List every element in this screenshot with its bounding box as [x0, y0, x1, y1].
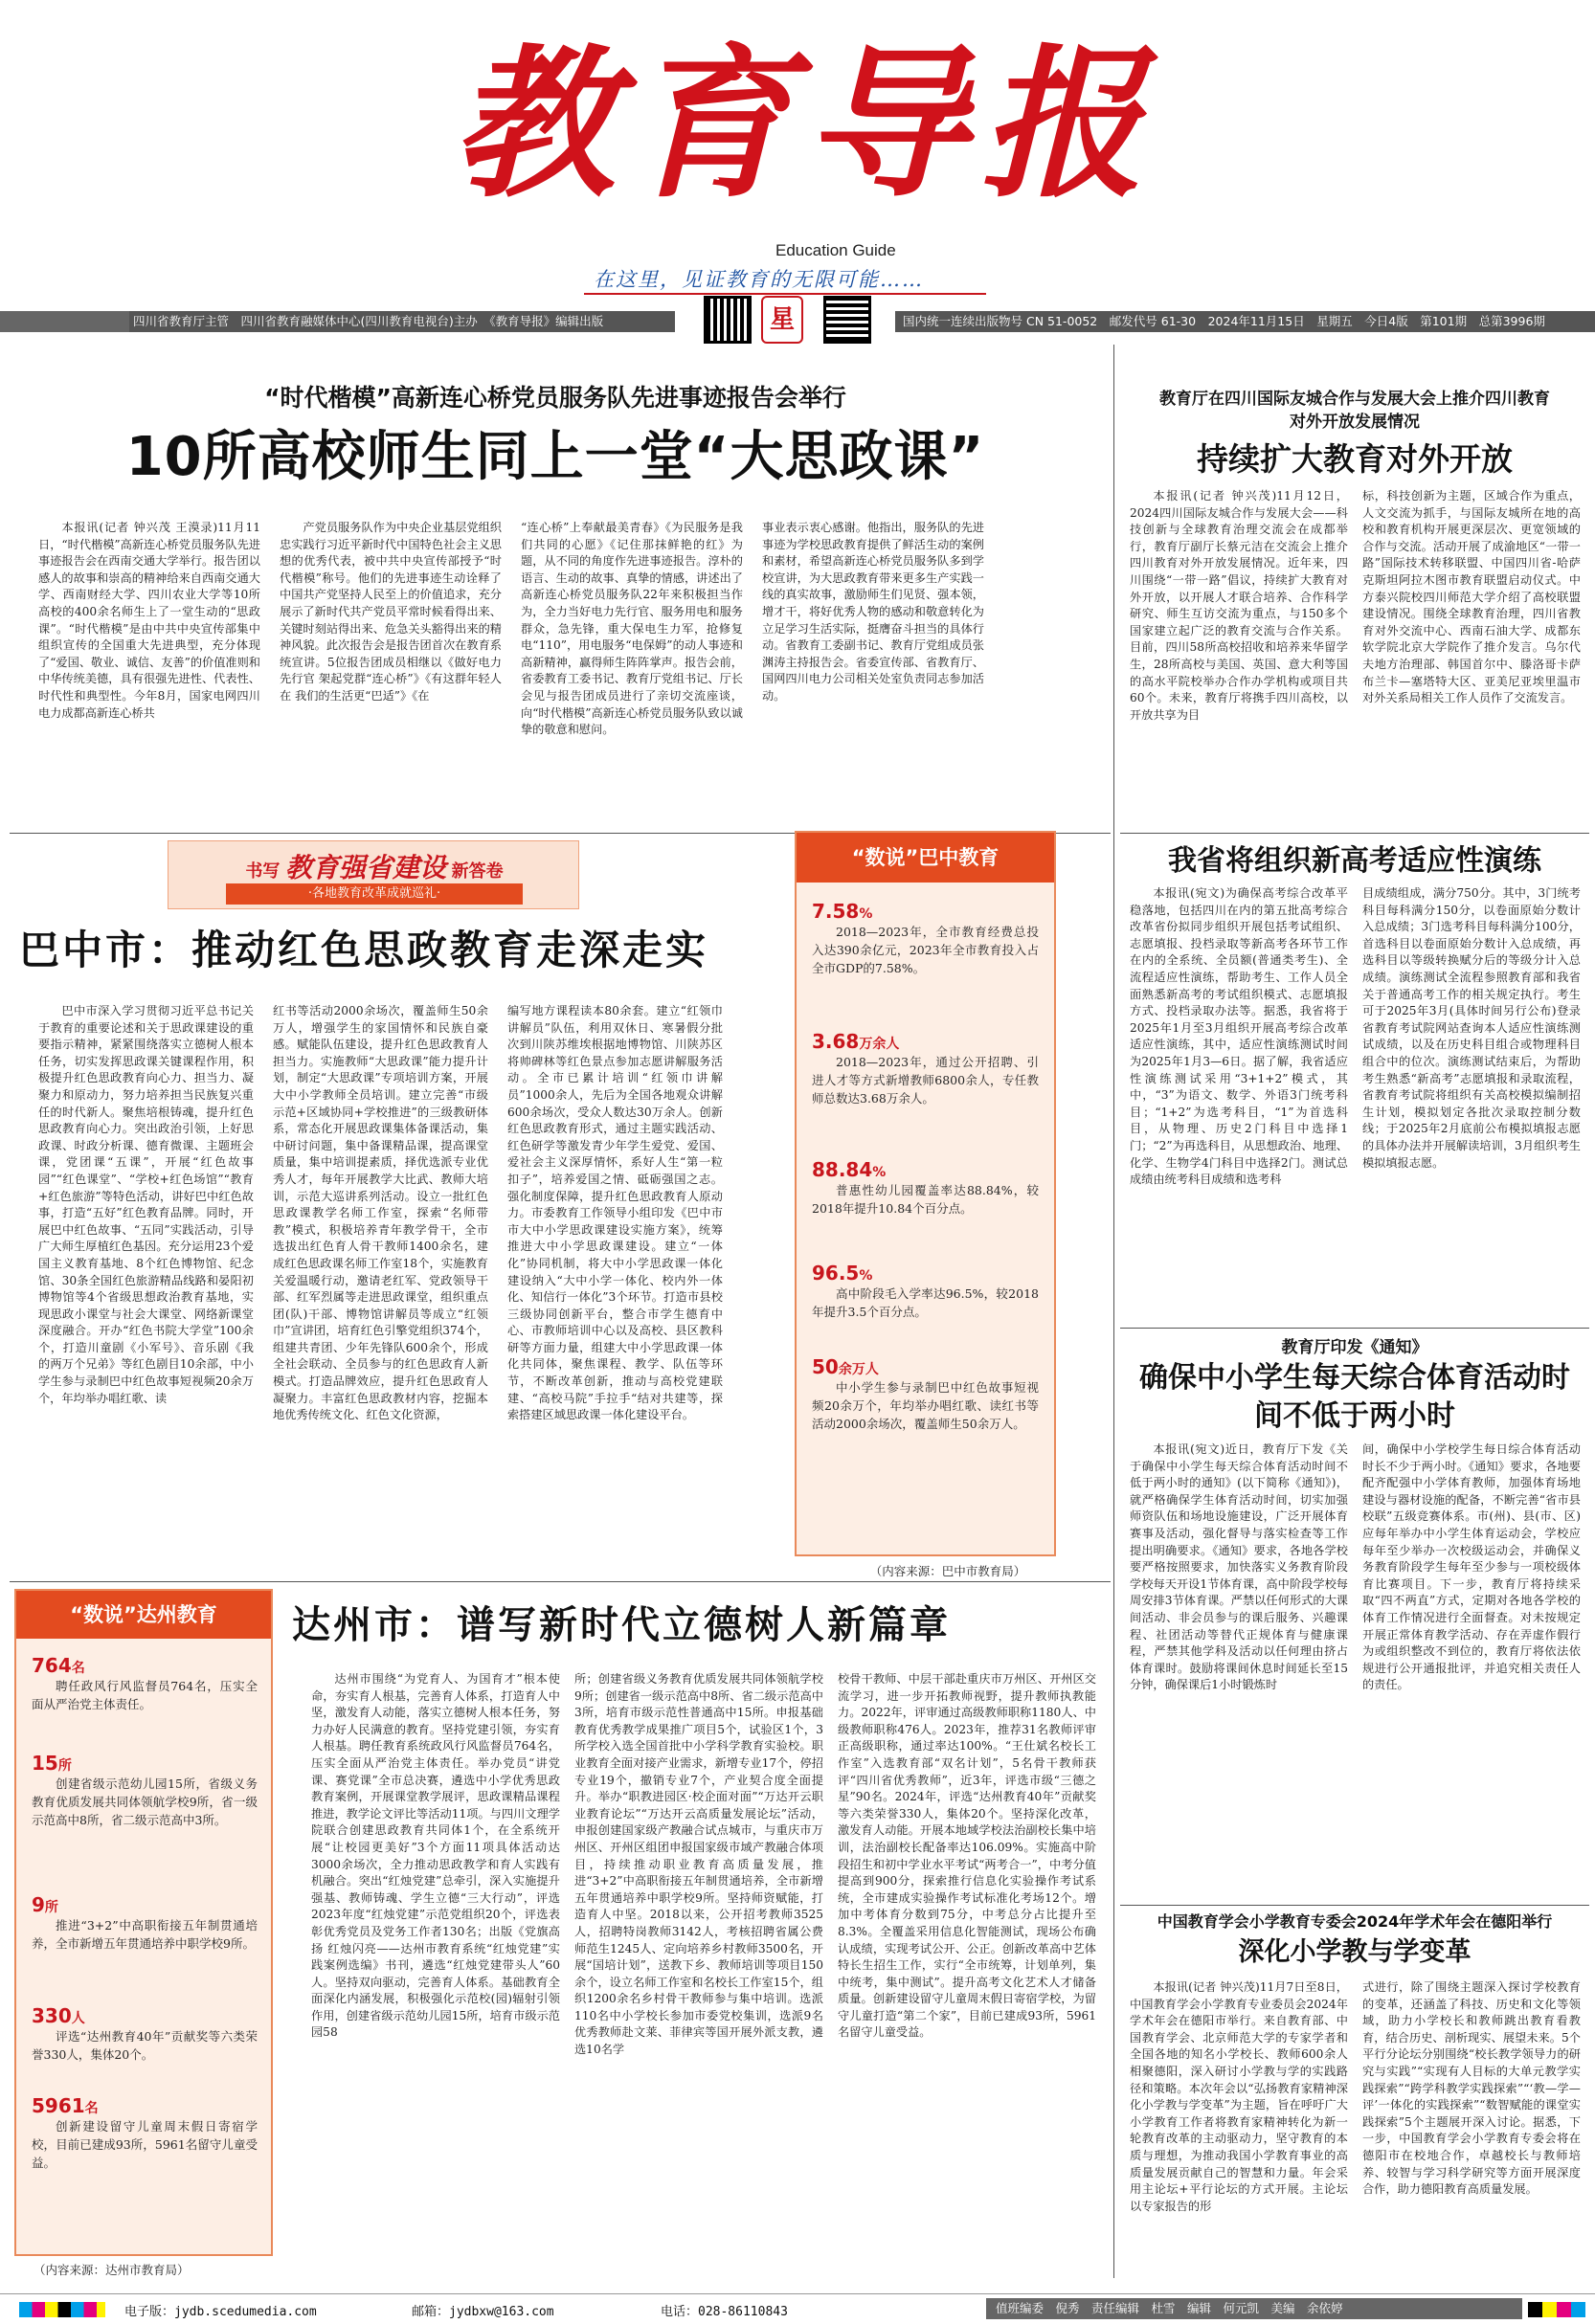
r2-col-2: 目成绩组成，满分750分。其中，3门统考科目每科满分150分，以卷面原始分数计入总成绩；3门选考科目每科满分100分，首选科目以卷面原始分数计入总成绩，再选科目以等级转换赋分后的等级分计入总成绩。演练测试全流程参照教育部和我省关于普通高考工作的相关规定执行。考生可于2025年3月(具体时间另行公布)登录省教育考试院网站查询本人适应性演练测试成绩，以及在历史科目组合或物理科目组合中的位次。演练测试结束后，为帮助考生熟悉“新高考”志愿填报和录取流程，省教育考试院将组织有关高校模拟编制招生计划，模拟划定各批次录取控制分数线；于2025年2月底前公布模拟填报志愿的具体办法并开展解读培训，3月组织考生模拟填报志愿。: [1362, 886, 1581, 1170]
lead-headline: 10所高校师生同上一堂“大思政课”: [125, 426, 985, 488]
footer-website: 电子版：jydb.scedumedia.com: [124, 2305, 317, 2319]
dazhou-stats-title: “数说”达州教育: [16, 1591, 271, 1639]
dz-stat-4: 330人 评选“达州教育40年”贡献奖等六类荣誉330人，集体20个。: [32, 2004, 258, 2062]
bz-stat-2: 3.68万余人 2018—2023年，通过公开招聘、引进人才等方式新增教师6800余人，专任教师总数达3.68万余人。: [812, 1030, 1039, 1106]
lead-col-2: 产党员服务队作为中央企业基层党组织忠实践行习近平新时代中国特色社会主义思想的优秀代表，被中共中央宣传部授予“时代楷模”称号。他们的先进事迹生动诠释了中国共产党坚持人民至上的价值追求，充分展示了新时代共产党员平常时候看得出来、关键时刻站得出来、危急关头豁得出来的精神风貌。此次报告会是报告团首次在教育系统宣讲。5位报告团成员相继以《做好电力先行官 架起党群“连心桥”》《有这群年轻人在 我们的生活更“巴适”》《在: [280, 521, 502, 703]
bz-stat-1: 7.58% 2018—2023年，全市教育经费总投入达390余亿元，2023年全市教育投入占全市GDP的7.58%。: [812, 900, 1039, 975]
meta-strip: [0, 305, 1595, 336]
qr-code-douyin[interactable]: [823, 296, 871, 344]
r3-kicker: 教育厅印发《通知》: [1281, 1338, 1428, 1357]
dazhou-source: （内容来源：达州市教育局）: [34, 2263, 190, 2277]
logo-icon: 星: [761, 296, 803, 344]
r4-headline: 深化小学教与学变革: [1238, 1937, 1471, 1967]
r2-headline: 我省将组织新高考适应性演练: [1168, 844, 1541, 878]
dazhou-col-3: 校骨干教师、中层干部赴重庆市万州区、开州区交流学习，进一步开拓教师视野，提升教师执教能力。2022年，评审通过高级教师职称1180人、中级教师职称476人。2023年，推荐31名教师评审正高级职称，通过率达100%。“王仕斌名校长工作室”入选教育部“双名计划”，5名骨干教师获评“四川省优秀教师”，近3年，评选市级“三德之星”90名。2024年，评选“达州教育40年”贡献奖等六类荣誉330人，集体20个。坚持深化改革，激发育人动能。开展本地域学校法治副校长集中培训，法治副校长配备率达106.09%。实施高中阶段招生和初中学业水平考试“两考合一”，中考分值提高到900分，探索推行信息化实验操作考试系统，全市建成实验操作考试标准化考场12个。增加中考体育分数到75分，中考总分占比提升至8.3%。全覆盖采用信息化智能测试，现场公布确认成绩，实现考试公开、公正。创新改革高中艺体特长生招生工作，实行“全市统筹，计划单列，集中统考，集中测试”。提升高考文化艺术人才储备质量。创新建设留守儿童周末假日寄宿学校，为留守儿童打造“第二个家”，目前已建成93所，5961名留守儿童受益。: [838, 1672, 1096, 2040]
bazhong-col-1: 巴中市深入学习贯彻习近平总书记关于教育的重要论述和关于思政课建设的重要指示精神，紧紧围绕落实立德树人根本任务，切实发挥思政课关键课程作用，积极提升红色思政教育向心力、担当力、凝聚力和原动力，努力培养担当民族复兴重任的时代新人。聚焦培根铸魂，提升红色思政教育向心力。突出政治引领，上好思政课、时政分析课、德育微课、主题班会课，党团课“五课”，开展“红色故事园”“红色课堂”、“学校+红色场馆”“教育+红色旅游”等特色活动，讲好巴中红色故事，打造“五好”红色教育品牌。同时，开展巴中红色故事、“五同”实践活动，引导广大师生厚植红色基因。充分运用23个爱国主义教育基地、8个红色博物馆、纪念馆、30条全国红色旅游精品线路和晏阳初博物馆等4个省级思想政治教育基地，实现思政小课堂与社会大课堂、网络新课堂深度融合。开办“红色书院大学堂”100余个，打造川童剧《小军号》、音乐剧《我的两万个兄弟》等红色剧目10余部，中小学生参与录制巴中红色故事短视频20余万个，年均举办唱红歌、读: [38, 1004, 254, 1405]
banner-label-1: 书写: [245, 861, 281, 882]
dazhou-stats-box: [14, 1589, 273, 2256]
lead-col-4: 事业表示衷心感谢。他指出，服务队的先进事迹为学校思政教育提供了鲜活生动的案例和素材，希望高新连心桥党员服务队多到学校宣讲，为大思政教育带来更多生产实践一线的真实故事，激励师生们见贤、强本领，增才干，将好优秀人物的感动和敬意转化为立足学习生活实际，挺膺奋斗担当的具体行动。省教育工委副书记、教育厅党组成员张渊涛主持报告会。省委宣传部、省教育厅、国网四川电力公司相关处室负责同志参加活动。: [762, 521, 984, 703]
bz-stat-3: 88.84% 普惠性幼儿园覆盖率达88.84%，较2018年提升10.84个百分点。: [812, 1158, 1039, 1216]
r3-col-1: 本报讯(宛文)近日，教育厅下发《关于确保中小学生每天综合体育活动时间不低于两小时的通知》(以下简称《通知》)，就严格确保学生体育活动时间，切实加强师资队伍和场地设施建设，广泛开展体育赛事及活动，强化督导与落实检查等工作提出明确要求。《通知》要求，各地各学校要严格按照要求，加快落实义务教育阶段学校每天开设1节体育课，高中阶段学校每周安排3节体育课。严禁以任何形式的大课间活动、非会员参与的课后服务、兴趣课程、社团活动等替代正规体育与健康课程，严禁其他学科及活动以任何理由挤占体育课时。鼓励将课间休息时间延长至15分钟，确保课后1小时锻炼时: [1130, 1442, 1348, 1692]
bazhong-stats-title: “数说”巴中教育: [797, 833, 1054, 883]
dazhou-col-2: 所；创建省级义务教育优质发展共同体领航学校9所；创建省一级示范高中8所、省二级示范高中3所，培育市级示范性普通高中15所。申报基础教育优秀教学成果推广项目5个，试验区1个，3所学校入选全国首批中小学科学教育实验校。职业教育全面对接产业需求，新增专业17个，停招专业19个，撤销专业7个，产业契合度全面提升。举办“职教进园区·校企面对面”“万达开云职业教育论坛”“万达开云高质量发展论坛”活动，申报创建国家级产教融合试点城市，与重庆市万州区、开州区组团申报国家级市域产教融合体项目，持续推动职业教育高质量发展，推进“3+2”中高职衔接五年制贯通培养，全市新增五年贯通培养中职学校9所。坚持师资赋能，打造育人中坚。2018以来，公开招考教师3525人，招聘特岗教师3142人，考核招聘省属公费师范生1245人、定向培养乡村教师3500名，开展“国培计划”，送教下乡、教师培训等项目150余个，设立名师工作室和名校长工作室15个，组织1200余名乡村骨干教师参与集中培训。选派110名中小学校长参加市委党校集训，选派9名优秀教师赴文莱、菲律宾等国开展外派支教，遴选10名学: [574, 1672, 823, 2057]
lead-col-1: 本报讯(记者 钟兴茂 王漠录)11月11日，“时代楷模”高新连心桥党员服务队先进事迹报告会在西南交通大学举行。报告团以感人的故事和崇高的精神给来自西南交通大学、西南财经大学、四川农业大学等10所高校的400余名师生上了一堂生动的“思政课”。“时代楷模”是由中共中央宣传部集中组织宣传的全国重大先进典型，充分体现了“爱国、敬业、诚信、友善”的价值准则和中华传统美德，具有很强先进性、代表性、时代性和典型性。今年8月，国家电网四川电力成都高新连心桥共: [38, 521, 260, 720]
r4-kicker: 中国教育学会小学教育专委会2024年学术年会在德阳举行: [1157, 1912, 1553, 1931]
bazhong-col-3: 编写地方课程读本80余套。建立“红领巾讲解员”队伍，利用双休日、寒暑假分批次到川陕苏维埃根据地博物馆、川陕苏区将帅碑林等红色景点参加志愿讲解服务活动。全市已累计培训“红领巾讲解员”1000余人，先后为全国各地观众讲解600余场次，受众人数达30万余人。创新红色思政教育形式，通过主题实践活动、红色研学等激发青少年学生爱党、爱国、爱社会主义深厚情怀，系好人生“第一粒扣子”，培养爱国之情、砥砺强国之志。强化制度保障，提升红色思政教育人原动力。市委教育工作领导小组印发《巴中市市大中小学思政课建设实施方案》，统筹推进大中小学思政课建设。建立“一体化”协同机制，将大中小学思政课一体化建设纳入“大中小学一体化、校内外一体化、知信行一体化”3个环节。打造市县校三级协同创新平台，整合市学生德育中心、市教师培训中心以及高校、县区教科研等方面力量，组建大中小学思政课一体化共同体，聚焦课程、教学、队伍等环节，不断改革创新，推动与高校党建联建、“高校马院”手拉手“结对共建等，探索搭建区域思政课一体化建设平台。: [507, 1004, 723, 1422]
dazhou-col-1: 达州市围绕“为党育人、为国育才”根本使命，夯实育人根基，完善育人体系，打造育人中坚，激发育人动能，落实立德树人根本任务，努力办好人民满意的教育。坚持党建引领，夯实育人根基。聘任教育系统政风行风监督员764名，压实全面从严治党主体责任。举办党员“讲党课、赛党课”全市总决赛，遴选中小学优秀思政教育案例，开展课堂教学展评，思政课精品课程推进，教学论文评比等活动11项。与四川文理学院联合创建思政教育共同体1个，在全系统开展“让校园更美好”3个方面11项具体活动达3000余场次，全力推动思政教学和育人实践有机融合。突出“红烛党建”总牵引，深入实施提升强基、教师铸魂、学生立德“三大行动”，评选2023年度“红烛党建”示范党组织20个，评选表彰优秀党员及党务工作者130名；出版《党旗高扬 红烛闪亮——达州市教育系统“红烛党建”实践案例选编》书刊，遴选“红烛党建带头人”60人。坚持双向驱动，完善育人体系。基础教育全面深化内涵发展，积极强化示范校(园)辐射引领作用，创建省级示范幼儿园15所，培育市级示范园58: [311, 1672, 560, 2040]
color-bar-right: [1528, 2302, 1585, 2317]
r1-kicker: 教育厅在四川国际友城合作与发展大会上推介四川教育对外开放发展情况: [1159, 390, 1550, 432]
bz-stat-4: 96.5% 高中阶段毛入学率达96.5%，较2018年提升3.5个百分点。: [812, 1262, 1039, 1319]
dz-stat-5: 5961名 创新建设留守儿童周末假日寄宿学校，目前已建成93所，5961名留守儿童受益。: [32, 2094, 258, 2170]
bazhong-source: （内容来源：巴中市教育局）: [869, 1564, 1026, 1578]
dz-stat-1: 764名 聘任政风行风监督员764名，压实全面从严治党主体责任。: [32, 1654, 258, 1711]
lead-col-3: “连心桥”上奉献最美青春》《为民服务是我们共同的心愿》《记住那抹鲜艳的红》为题，从不同的角度作先进事迹报告。淳朴的语言、生动的故事、真挚的情感，讲述出了高新连心桥党员服务队22年来积极担当作为，全力当好电力先行官、服务用电和服务群众，急先锋，重大保电生力军，抢修复电“110”，用电服务“电保姆”的动人事迹和高新精神，赢得师生阵阵掌声。报告会前，省委教育工委书记、教育厅党组书记、厅长会见与报告团成员进行了亲切交流座谈，向“时代楷模”高新连心桥党员服务队致以诚挚的敬意和慰问。: [521, 521, 743, 737]
masthead: [0, 0, 1595, 335]
r3-col-2: 间，确保中小学校学生每日综合体育活动时长不少于两小时。《通知》要求，各地要配齐配强中小学体育教师，加强体育场地建设与器材设施的配备，不断完善“省市县校联”五级竞赛体系。市(州)、县(市、区)应每年举办中小学生体育运动会，学校应每年至少举办一次校级运动会，并确保义务教育阶段学生每年至少参与一项校级体育比赛项目。下一步，教育厅将持续采取“四不两直”方式，定期对各地各学校的体育工作情况进行全面督查。对未按规定开展正常体育教学活动、存在弄虚作假行为或组织整改不到位的，教育厅将依法依规进行公开通报批评，并追究相关责任人的责任。: [1362, 1442, 1581, 1692]
r1-col-2: 标，科技创新为主题，区域合作为重点，人文交流为抓手，与国际友城所在地的高校和教育机构开展更深层次、更宽领域的合作与交流。活动开展了成渝地区“一带一路”国际技术转移联盟、中国四川省-哈萨克斯坦阿拉木图市教育联盟启动仪式。中方泰兴院校四川师范大学介绍了高校联盟建设情况。围绕全球教育治理，四川省教育对外交流中心、西南石油大学、成都东软学院北京大学院作了推介发言。乌尔代夫地方治理部、韩国首尔中、滕洛哥卡萨布兰卡—塞塔特大区、亚美尼亚埃里温市对外关系局相关工作人员作了交流发言。: [1362, 489, 1581, 705]
banner-label-3: 新答卷: [451, 861, 504, 882]
lead-kicker: “时代楷模”高新连心桥党员服务队先进事迹报告会举行: [264, 384, 846, 412]
r1-headline: 持续扩大教育对外开放: [1197, 440, 1513, 478]
banner-label-2: 教育强省建设: [284, 852, 446, 883]
bz-stat-5: 50余万人 中小学生参与录制巴中红色故事短视频20余万个，年均举办唱红歌、读红书等活动2000余场次，覆盖师生50余万人。: [812, 1355, 1039, 1431]
footer: [0, 2293, 1595, 2324]
r2-col-1: 本报讯(宛文)为确保高考综合改革平稳落地，包括四川在内的第五批高考综合改革省份拟同步组织开展包括考试组织、志愿填报、投档录取等新高考各环节工作在内的全系统、全员额(普通类考生)、全流程适应性演练，帮助考生、工作人员全面熟悉新高考的考试组织模式、志愿填报方式、投档录取办法等。据悉，我省将于2025年1月至3月组织开展高考综合改革适应性演练，其中，适应性演练测试时间为2025年1月3—6日。据了解，我省适应性演练测试采用“3+1+2”模式，其中，“3”为语文、数学、外语3门统考科目；“1+2”为选考科目，“1”为首选科目，从物理、历史2门科目中选择1门；“2”为再选科目，从思想政治、地理、化学、生物学4门科目中选择2门。测试总成绩由统考科目成绩和选考科: [1130, 886, 1348, 1187]
qr-code-wechat[interactable]: [704, 296, 752, 344]
r4-col-1: 本报讯(记者 钟兴茂)11月7日至8日，中国教育学会小学教育专业委员会2024年学术年会在德阳市举行。来自教育部、中国教育学会、北京师范大学的专家学者和全国各地的知名小学校长、教师600余人相聚德阳，深入研讨小学教与学的实践路径和策略。本次年会以“弘扬教育家精神深化小学教与学变革”为主题，旨在呼吁广大小学教育工作者将教育家精神转化为新一轮教育改革的主动驱动力，坚守教育的本质与理想，为推动我国小学教育事业的高质量发展贡献自己的智慧和力量。年会采用主论坛+平行论坛的方式开展。主论坛以专家报告的形: [1130, 1980, 1348, 2213]
footer-email: 邮箱：jydbxw@163.com: [412, 2305, 554, 2319]
r4-col-2: 式进行，除了围绕主题深入探讨学校教育的变革，还涵盖了科技、历史和文化等领域，助力小学校长和教师跳出教育看教育，结合历史、剖析现实、展望未来。5个平行分论坛分别围绕“校长教学领导力的研究与实践”“实现有人目标的大单元教学实践探索”“跨学科教学实践探索”“‘教—学—评’一体化的实践探索”“数智赋能的课堂实践探索”5个主题展开深入讨论。据悉，下一步，中国教育学会小学教育专委会将在德阳市在校地合作，卓越校长与教师培养、较智与学习科学研究等方面开展深度合作，助力德阳教育高质量发展。: [1362, 1980, 1581, 2197]
masthead-slogan: 在这里，见证教育的无限可能……: [594, 268, 924, 291]
bazhong-col-2: 红书等活动2000余场次，覆盖师生50余万人，增强学生的家国情怀和民族自豪感。赋能队伍建设，提升红色思政教育人担当力。实施教师“大思政课”能力提升计划，制定“大思政课”专项培训方案，开展大中小学教师全员培训。建立完善“市级示范+区域协同+学校推进”的三级教研体系，常态化开展思政课集体备课活动，集中研讨问题，集中备课精品课，提高课堂质量，集中培训提素质，择优选派专业优秀人才，每年开展教学大比武、教师大培训，示范大巡讲系列活动。设立一批红色思政课教学名师工作室，探索“名师带教”模式，积极培养青年教学骨干，全市选拔出红色育人骨干教师1400余名，建成红色思政课名师工作室18个，实施教育关爱温暖行动，邀请老红军、党政领导干部、红军烈属等走进思政课堂，组织重点团(队)干部、博物馆讲解员等成立“红领巾”宣讲团，培育红色引擎党组织374个，组建共青团、少年先锋队600余个，形成全社会联动、全员参与的红色思政育人新模式。打造品牌效应，提升红色思政育人凝聚力。丰富红色思政教材内容，挖掘本地优秀传统文化、红色文化资源，: [273, 1004, 488, 1422]
r1-col-1: 本报讯(记者 钟兴茂)11月12日，2024四川国际友城合作与发展大会——科技创新与全球教育治理交流会在成都举行，教育厅副厅长蔡元洁在交流会上推介四川教育对外开放发展情况。近年来，四川围绕“一带一路”倡议，持续扩大教育对外开放，以开展人才联合培养、合作科学研究、师生互访交流为重点，与150多个国家建立起广泛的教育交流与合作关系。目前，四川58所高校招收和培养来华留学生，28所高校与美国、英国、意大利等国的高水平院校举办合作办学机构或项目共60个。未来，教育厅将携手四川高校，以开放共享为目: [1130, 489, 1348, 722]
r3-headline: 确保中小学生每天综合体育活动时间不低于两小时: [1139, 1361, 1570, 1433]
lead-col-5: [1003, 520, 1099, 807]
dazhou-headline: 达州市：谱写新时代立德树人新篇章: [292, 1602, 951, 1647]
lead-article: [0, 345, 1107, 828]
dz-stat-3: 9所 推进“3+2”中高职衔接五年制贯通培养，全市新增五年贯通培养中职学校9所。: [32, 1893, 258, 1951]
bazhong-headline: 巴中市：推动红色思政教育走深走实: [19, 927, 709, 973]
banner-sub: ·各地教育改革成就巡礼·: [226, 883, 523, 905]
series-banner: [168, 840, 579, 909]
dz-stat-2: 15所 创建省级示范幼儿园15所，省级义务教育优质发展共同体领航学校9所，省一级示范高中8所，省二级示范高中3所。: [32, 1752, 258, 1827]
bazhong-stats-box: [795, 831, 1056, 1556]
meta-issue: 国内统一连续出版物号 CN 51-0052 邮发代号 61-30 2024年11月15日 星期五 今日4版 第101期 总第3996期: [895, 311, 1595, 332]
color-bar: [19, 2302, 105, 2317]
footer-staff: 值班编委 倪秀 责任编辑 杜雪 编辑 何元凯 美编 余依婷: [986, 2298, 1522, 2319]
masthead-title: 教育导报: [451, 29, 1157, 220]
footer-phone: 电话：028-86110843: [661, 2305, 788, 2319]
meta-publisher: 四川省教育厅主管 四川省教育融媒体中心(四川教育电视台)主办 《教育导报》编辑出版: [129, 311, 675, 332]
masthead-en: Education Guide: [775, 241, 896, 259]
